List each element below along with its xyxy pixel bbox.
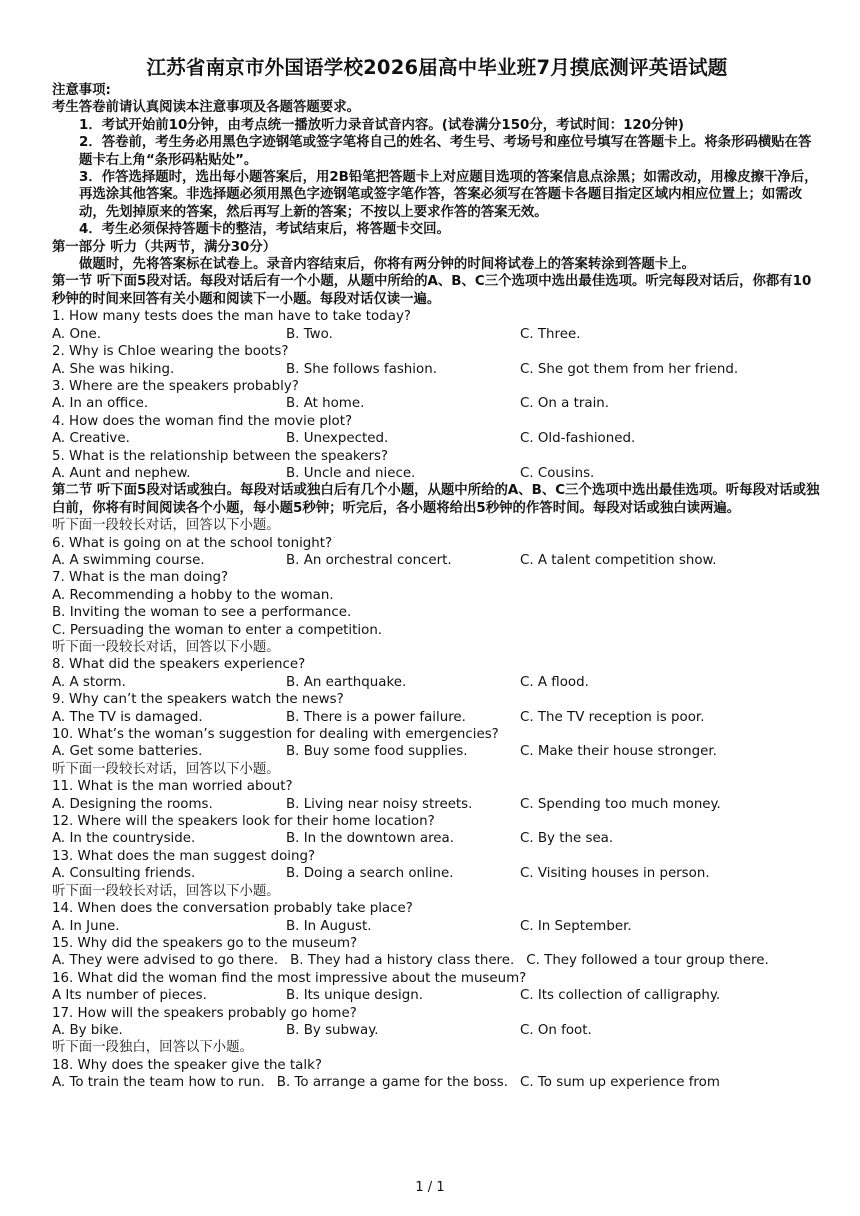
option-a: A. To train the team how to run.	[52, 1075, 265, 1091]
page-title: 江苏省南京市外国语学校2026届高中毕业班7月摸底测评英语试题	[146, 56, 728, 79]
question-stem: 1. How many tests does the man have to take today?	[52, 309, 411, 325]
option-a: A. A storm.	[52, 674, 126, 690]
option-c: C. Its collection of calligraphy.	[520, 988, 721, 1004]
question-stem: 7. What is the man doing?	[52, 570, 229, 586]
question-stem: 4. How does the woman find the movie plot?	[52, 413, 353, 429]
option-c: C. Old-fashioned.	[520, 431, 636, 447]
question-group	[52, 778, 822, 882]
option-b: B. Unexpected.	[286, 431, 389, 447]
question-stem: 10. What’s the woman’s suggestion for dealing with emergencies?	[52, 727, 499, 743]
option-a: A. Recommending a hobby to the woman.	[52, 587, 334, 603]
option-b: B. Two.	[286, 326, 333, 342]
question-stem: 8. What did the speakers experience?	[52, 657, 306, 673]
question-stem: 15. Why did the speakers go to the museum?	[52, 935, 358, 951]
part1-instructions: 做题时，先将答案标在试卷上。录音内容结束后，你将有两分钟的时间将试卷上的答案转涂到答题卡上。	[79, 257, 695, 273]
option-b: B. Its unique design.	[286, 988, 423, 1004]
option-c: C. A talent competition show.	[520, 552, 717, 568]
option-b: B. Buy some food supplies.	[286, 744, 468, 760]
notice-item: 4．考生必须保持答题卡的整洁，考试结束后，将答题卡交回。	[79, 222, 450, 238]
option-c: C. Make their house stronger.	[520, 744, 717, 760]
options-row	[52, 865, 822, 882]
option-b: B. In the downtown area.	[286, 831, 455, 847]
option-c: C. They followed a tour group there.	[526, 953, 769, 969]
section2-heading: 第二节 听下面5段对话或独白。每段对话或独白后有几个小题，从题中所给的A、B、C三个选项中选出最佳选项。听每段对话或独白前，你将有时间阅读各个小题，每小题5秒钟；听完后，各小题将给出5秒钟的作答时间。每段对话或独白读两遍。	[52, 483, 820, 516]
option-c: C. Visiting houses in person.	[520, 866, 710, 882]
options-row	[52, 465, 822, 482]
notice-item: 2．答卷前，考生务必用黑色字迹钢笔或签字笔将自己的姓名、考生号、考场号和座位号填写在答题卡上。将条形码横贴在答题卡右上角“条形码粘贴处”。	[79, 135, 812, 168]
options-row	[52, 709, 822, 726]
question-stem: 17. How will the speakers probably go home?	[52, 1005, 357, 1021]
option-b: B. An earthquake.	[286, 674, 407, 690]
option-c: C. The TV reception is poor.	[520, 709, 705, 725]
option-a: A. Get some batteries.	[52, 744, 203, 760]
option-c: C. A flood.	[520, 674, 589, 690]
options-row	[52, 796, 822, 813]
notice-item: 1．考试开始前10分钟，由考点统一播放听力录音试音内容。(试卷满分150分，考试时间：120分钟)	[79, 117, 684, 133]
options-row	[52, 743, 822, 760]
option-c: C. She got them from her friend.	[520, 361, 739, 377]
options-row	[52, 830, 822, 847]
option-a: A. One.	[52, 326, 101, 342]
options-row	[52, 952, 822, 969]
options-row	[52, 552, 822, 569]
option-a: A. By bike.	[52, 1022, 123, 1038]
option-a: A. The TV is damaged.	[52, 709, 203, 725]
question-stem: 11. What is the man worried about?	[52, 779, 293, 795]
options-row	[52, 361, 822, 378]
option-c: C. Spending too much money.	[520, 796, 721, 812]
question-stem: 18. Why does the speaker give the talk?	[52, 1057, 322, 1073]
options-row	[52, 326, 822, 343]
question-stem: 5. What is the relationship between the speakers?	[52, 448, 389, 464]
option-a: A. Aunt and nephew.	[52, 465, 191, 481]
question-stem: 3. Where are the speakers probably?	[52, 378, 299, 394]
option-c: C. Persuading the woman to enter a competition.	[52, 622, 383, 638]
exam-page	[52, 52, 822, 1092]
option-b: B. To arrange a game for the boss.	[276, 1075, 508, 1091]
option-c: C. Cousins.	[520, 465, 595, 481]
option-a: A. A swimming course.	[52, 552, 205, 568]
options-row	[52, 987, 822, 1004]
question-stem: 16. What did the woman find the most impressive about the museum?	[52, 970, 527, 986]
question-group	[52, 535, 822, 639]
option-b: B. She follows fashion.	[286, 361, 437, 377]
page-number: 1 / 1	[415, 1180, 445, 1195]
question-stem: 12. Where will the speakers look for their home location?	[52, 814, 435, 830]
question-stem: 13. What does the man suggest doing?	[52, 848, 316, 864]
option-b: B. There is a power failure.	[286, 709, 466, 725]
section1-questions	[52, 308, 822, 482]
options-row	[52, 1074, 822, 1091]
notice-heading: 注意事项:	[52, 83, 111, 98]
option-a: A. In June.	[52, 918, 120, 934]
option-a: A. In the countryside.	[52, 831, 196, 847]
question-stem: 6. What is going on at the school tonight?	[52, 535, 333, 551]
listen-instruction: 听下面一段较长对话，回答以下小题。	[52, 518, 280, 534]
listen-instruction: 听下面一段独白，回答以下小题。	[52, 1040, 253, 1056]
notice-item: 3．作答选择题时，选出每小题答案后，用2B铅笔把答题卡上对应题目选项的答案信息点涂黑；如需改动，用橡皮擦干净后，再选涂其他答案。非选择题必须用黑色字迹钢笔或签字笔作答，答案必须写在答题卡各题目指定区域内相应位置上；如需改动，先划掉原来的答案，然后再写上新的答案；不按以上要求作答的答案无效。	[79, 170, 818, 220]
question-group	[52, 900, 822, 1039]
option-c: C. On a train.	[520, 396, 610, 412]
question-stem: 9. Why can’t the speakers watch the news?	[52, 692, 344, 708]
options-row	[52, 395, 822, 412]
option-b: B. Uncle and niece.	[286, 465, 416, 481]
option-c: C. On foot.	[520, 1022, 592, 1038]
option-a: A. Consulting friends.	[52, 866, 196, 882]
question-stem: 14. When does the conversation probably take place?	[52, 901, 413, 917]
options-row	[52, 430, 822, 447]
listen-instruction: 听下面一段较长对话，回答以下小题。	[52, 883, 280, 899]
option-b: B. Living near noisy streets.	[286, 796, 473, 812]
option-b: B. Inviting the woman to see a performance.	[52, 605, 352, 621]
notice-intro: 考生答卷前请认真阅读本注意事项及各题答题要求。	[52, 100, 360, 116]
question-stem: 2. Why is Chloe wearing the boots?	[52, 344, 289, 360]
option-a: A. They were advised to go there.	[52, 953, 279, 969]
section1-heading: 第一节 听下面5段对话。每段对话后有一个小题，从题中所给的A、B、C三个选项中选出最佳选项。听完每段对话后，你都有10秒钟的时间来回答有关小题和阅读下一小题。每段对话仅读一遍。	[52, 274, 812, 307]
option-b: B. In August.	[286, 918, 372, 934]
option-c: C. Three.	[520, 326, 581, 342]
option-b: B. An orchestral concert.	[286, 552, 452, 568]
option-b: B. Doing a search online.	[286, 866, 454, 882]
part1-heading: 第一部分 听力（共两节，满分30分）	[52, 239, 277, 255]
option-c: C. By the sea.	[520, 831, 614, 847]
question-group	[52, 1057, 822, 1092]
option-a: A. Designing the rooms.	[52, 796, 213, 812]
option-a: A. In an office.	[52, 396, 149, 412]
option-a: A Its number of pieces.	[52, 988, 207, 1004]
options-row	[52, 1022, 822, 1039]
option-c: C. To sum up experience from	[520, 1075, 720, 1091]
option-c: C. In September.	[520, 918, 632, 934]
options-row	[52, 918, 822, 935]
listen-instruction: 听下面一段较长对话，回答以下小题。	[52, 640, 280, 655]
options-row	[52, 674, 822, 691]
option-b: B. They had a history class there.	[290, 953, 515, 969]
question-group	[52, 656, 822, 760]
option-a: A. Creative.	[52, 431, 130, 447]
listen-instruction: 听下面一段较长对话，回答以下小题。	[52, 761, 280, 777]
option-b: B. By subway.	[286, 1022, 379, 1038]
option-a: A. She was hiking.	[52, 361, 175, 377]
option-b: B. At home.	[286, 396, 365, 412]
